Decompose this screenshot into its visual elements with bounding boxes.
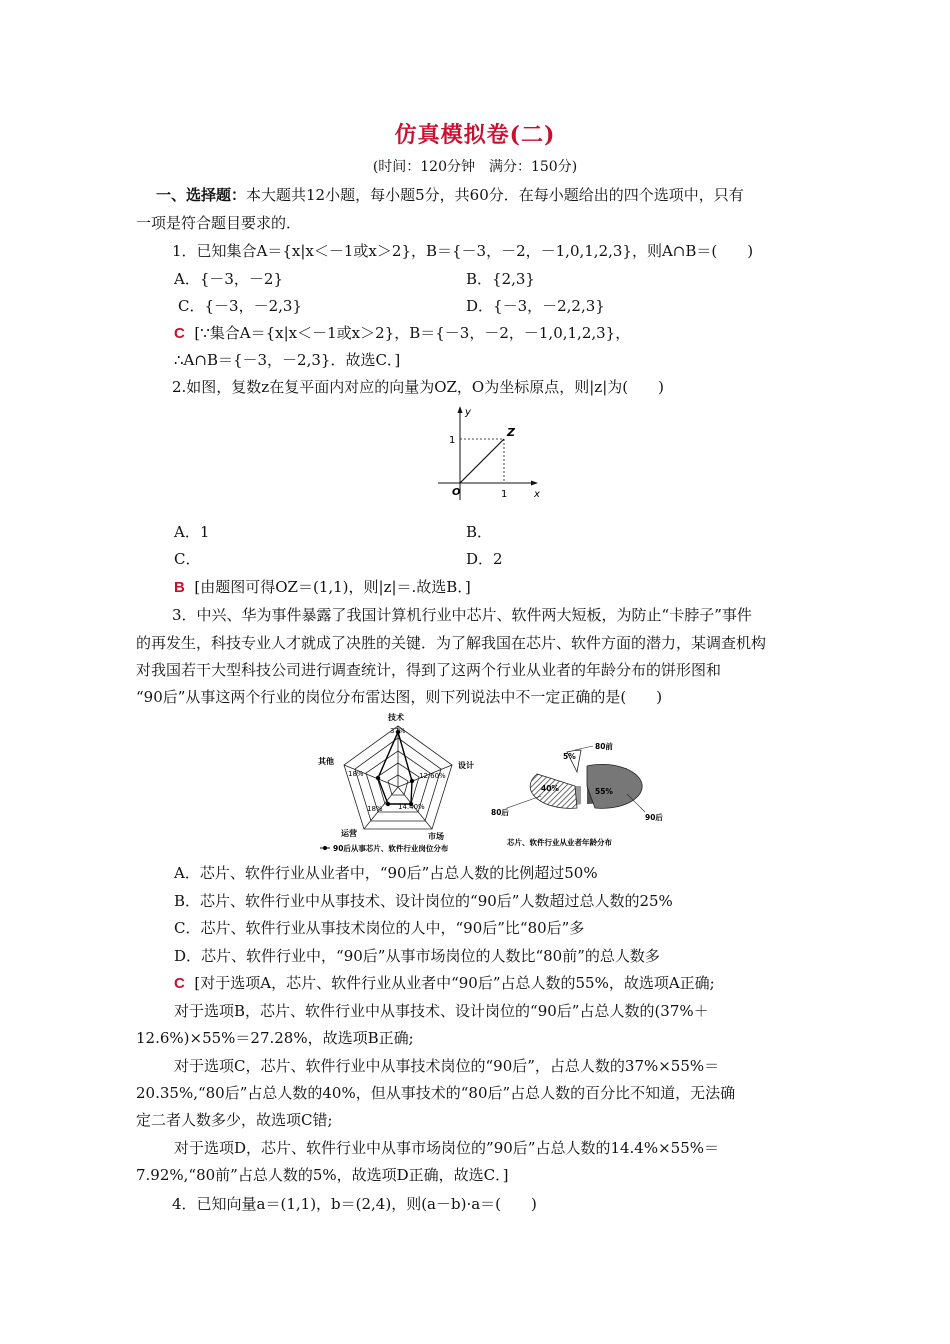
pie-label-90s: 90后 <box>645 813 663 822</box>
x-axis-label: x <box>534 489 540 500</box>
q3-explanation <box>174 972 715 995</box>
radar-value-other: 18% <box>348 770 364 778</box>
pie-leader-80s <box>507 796 541 808</box>
radar-chart <box>308 708 498 858</box>
q3-option-b: B．芯片、软件行业中从事技术、设计岗位的“90后”人数超过总人数的25% <box>174 892 673 910</box>
q1-option-b: B．{2,3} <box>466 270 535 288</box>
radar-data-polygon <box>378 732 412 804</box>
age-pie-chart <box>485 708 665 858</box>
complex-plane-figure <box>430 405 545 505</box>
exam-meta: (时间：120分钟 满分：150分) <box>372 159 578 175</box>
radar-value-market: 14.40% <box>398 803 425 811</box>
q3-stem-line2: 的再发生，科技专业人才就成了决胜的关键．为了解我国在芯片、软件方面的潜力，某调查机构 <box>136 634 767 652</box>
q3-explanation-line2: 对于选项B，芯片、软件行业中从事技术、设计岗位的“90后”占总人数的(37%＋ <box>174 1002 709 1020</box>
origin-label: O <box>452 487 461 498</box>
section-intro-line2: 一项是符合题目要求的． <box>136 214 302 232</box>
q2-option-b: B． <box>466 523 493 541</box>
q3-explanation-line5: 20.35%,“80后”占总人数的40%，但从事技术的“80后”占总人数的百分比不知道，无法确 <box>136 1084 736 1102</box>
q2-option-d: D．2 <box>466 550 503 568</box>
q1-answer: C <box>174 325 185 342</box>
q3-option-c: C．芯片、软件行业从事技术岗位的人中，“90后”比“80后”多 <box>174 919 585 937</box>
pie-value-90s: 55% <box>595 787 613 796</box>
q2-answer: B <box>174 579 185 596</box>
radar-value-tech: 37% <box>390 727 406 735</box>
q2-explanation-text: [由题图可得OZ＝(1,1)，则|z|＝.故选B．] <box>194 578 471 596</box>
pie-value-80s: 40% <box>541 784 559 793</box>
radar-value-ops: 18% <box>367 805 383 813</box>
point-z-label: Z <box>507 426 515 439</box>
q1-option-c: C．{－3，－2,3} <box>178 297 302 315</box>
q3-stem-line3: 对我国若干大型科技公司进行调查统计，得到了这两个行业从业者的年龄分布的饼形图和 <box>136 661 722 679</box>
radar-label-design: 设计 <box>458 761 474 770</box>
radar-label-ops: 运营 <box>341 829 357 838</box>
q3-explanation-line8: 7.92%,“80前”占总人数的5%，故选项D正确，故选C．] <box>136 1166 509 1184</box>
q4-stem: 4．已知向量a＝(1,1)，b＝(2,4)，则(a－b)·a＝( ) <box>172 1195 537 1213</box>
q3-explanation-line3: 12.6%)×55%＝27.28%，故选项B正确; <box>136 1029 414 1047</box>
pie-value-pre80: 5% <box>563 752 576 761</box>
x-axis-arrow <box>531 481 538 486</box>
q3-stem-line4: “90后”从事这两个行业的岗位分布雷达图，则下列说法中不一定正确的是( ) <box>136 688 663 706</box>
q3-explanation-line6: 定二者人数多少，故选项C错; <box>136 1111 333 1129</box>
page-title: 仿真模拟卷(二) <box>394 122 556 148</box>
q1-explanation <box>174 322 630 345</box>
q3-answer: C <box>174 975 185 992</box>
q2-option-c: C． <box>174 550 201 568</box>
section-intro <box>156 184 744 206</box>
radar-label-other: 其他 <box>318 757 334 766</box>
y-tick-label: 1 <box>449 435 456 446</box>
radar-point-ops <box>386 802 390 806</box>
section-heading: 一、选择题： <box>156 186 247 204</box>
q3-explanation-line1: [对于选项A，芯片、软件行业从业者中“90后”占总人数的55%，故选项A正确; <box>194 974 715 992</box>
q2-explanation <box>174 576 471 599</box>
pie-caption: 芯片、软件行业从业者年龄分布 <box>507 838 612 847</box>
radar-point-design <box>410 779 414 783</box>
radar-point-other <box>376 776 380 780</box>
vector-oz <box>460 439 504 483</box>
q3-option-a: A．芯片、软件行业从业者中，“90后”占总人数的比例超过50% <box>174 864 598 882</box>
x-tick-label: 1 <box>501 489 508 500</box>
radar-value-design: 12.60% <box>419 772 446 780</box>
pie-leader-pre80 <box>575 746 593 750</box>
q2-stem: 2.如图，复数z在复平面内对应的向量为OZ，O为坐标原点，则|z|为( ) <box>172 378 664 396</box>
radar-label-market: 市场 <box>428 832 444 841</box>
q1-explanation-line1: [∵集合A＝{x|x＜－1或x＞2}，B＝{－3，－2，－1,0,1,2,3}， <box>194 324 631 342</box>
q2-option-a: A．1 <box>174 523 210 541</box>
pie-label-pre80: 80前 <box>595 742 613 751</box>
q1-explanation-line2: ∴A∩B＝{－3，－2,3}．故选C．] <box>174 351 401 369</box>
q1-stem: 1．已知集合A＝{x|x＜－1或x＞2}，B＝{－3，－2，－1,0,1,2,3}，则A∩B＝( ) <box>172 242 754 260</box>
radar-legend-marker <box>323 846 327 850</box>
q3-stem-line1: 3．中兴、华为事件暴露了我国计算机行业中芯片、软件两大短板，为防止“卡脖子”事件 <box>172 606 752 624</box>
radar-label-tech: 技术 <box>388 713 404 722</box>
q1-option-d: D．{－3，－2,2,3} <box>466 297 605 315</box>
radar-caption: 90后从事芯片、软件行业岗位分布 <box>333 844 449 853</box>
pie-label-80s: 80后 <box>491 808 509 817</box>
q3-option-d: D．芯片、软件行业中，“90后”从事市场岗位的人数比“80前”的总人数多 <box>174 947 660 965</box>
q3-explanation-line7: 对于选项D，芯片、软件行业中从事市场岗位的”90后”占总人数的14.4%×55%＝ <box>174 1139 720 1157</box>
y-axis-label: y <box>465 407 471 418</box>
y-axis-arrow <box>458 406 463 413</box>
q1-option-a: A．{－3，－2} <box>174 270 284 288</box>
q3-explanation-line4: 对于选项C，芯片、软件行业中从事技术岗位的“90后”，占总人数的37%×55%＝ <box>174 1057 720 1075</box>
section-intro-text: 本大题共12小题，每小题5分，共60分．在每小题给出的四个选项中，只有 <box>246 186 744 204</box>
